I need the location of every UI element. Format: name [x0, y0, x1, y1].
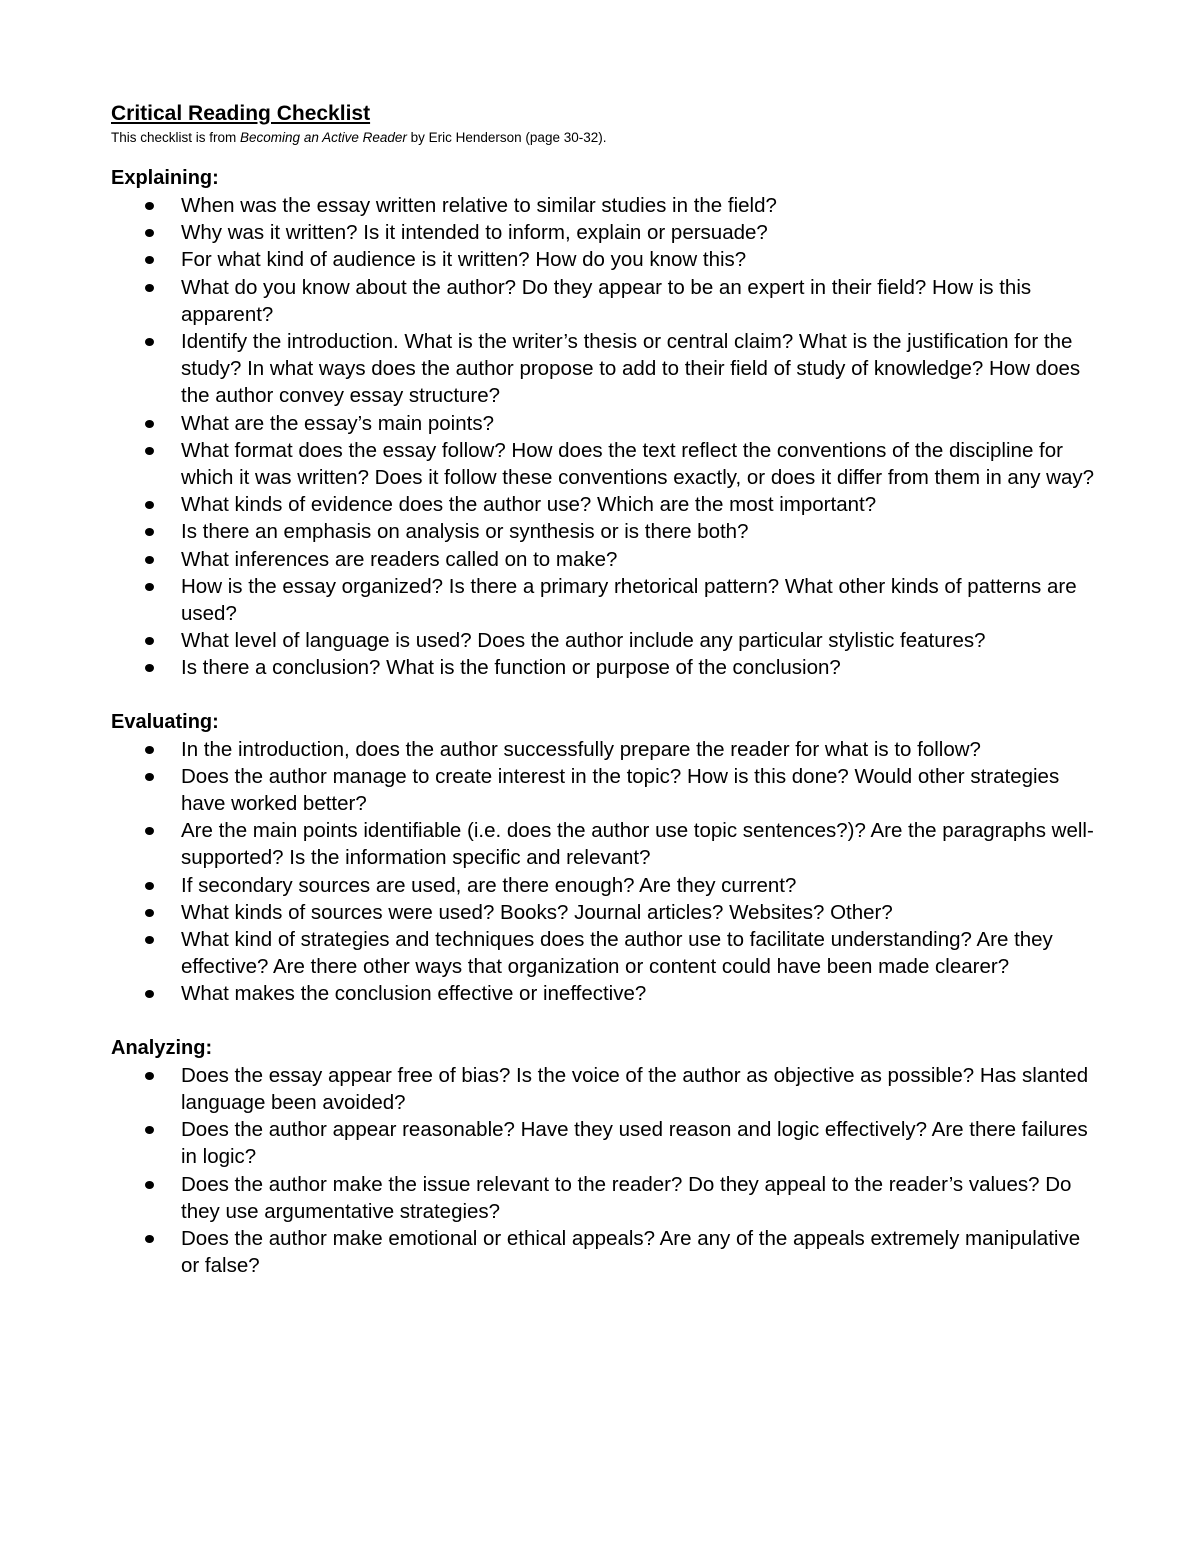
checklist-item [111, 736, 1096, 763]
checklist [111, 1062, 1096, 1280]
checklist-item-text: Are the main points identifiable (i.e. does the author use topic sentences?)? Are the paragraphs well-supported? Is the information specific and relevant? [181, 819, 1094, 870]
source-prefix: This checklist is from [111, 130, 241, 145]
section-evaluating [111, 709, 1096, 1008]
checklist-item [111, 546, 1096, 573]
checklist-item-text: Is there a conclusion? What is the function or purpose of the conclusion? [181, 656, 841, 680]
bullet-icon [145, 773, 154, 781]
checklist-item [111, 872, 1096, 899]
bullet-icon [145, 637, 154, 645]
checklist-item [111, 899, 1096, 926]
bullet-icon [145, 583, 154, 591]
bullet-icon [145, 420, 154, 428]
checklist-item-text: If secondary sources are used, are there enough? Are they current? [181, 873, 797, 897]
checklist-item [111, 926, 1096, 980]
document-page [111, 101, 1096, 1279]
checklist-item-text: When was the essay written relative to similar studies in the field? [181, 194, 777, 217]
checklist-item-text: Does the author appear reasonable? Have they used reason and logic effectively? Are there failures in logic? [181, 1118, 1088, 1169]
checklist-item-text: In the introduction, does the author successfully prepare the reader for what is to follow? [181, 737, 981, 761]
checklist-item-text: What kind of strategies and techniques does the author use to facilitate understanding? Are they effective? Are there other ways that organization or content could have been made clearer? [181, 928, 1053, 979]
checklist-item [111, 654, 1096, 681]
checklist-item-text: Does the essay appear free of bias? Is the voice of the author as objective as possible? Has slanted language been avoided? [181, 1063, 1089, 1114]
section-heading: Analyzing: [111, 1036, 213, 1059]
checklist-item-text: What do you know about the author? Do they appear to be an expert in their field? How is this apparent? [181, 275, 1032, 326]
source-note [111, 129, 1096, 147]
checklist-item [111, 1171, 1096, 1225]
checklist-item-text: How is the essay organized? Is there a primary rhetorical pattern? What other kinds of patterns are used? [181, 574, 1077, 626]
bullet-icon [145, 338, 154, 346]
checklist-item [111, 274, 1096, 328]
checklist-item [111, 192, 1096, 219]
bullet-icon [145, 936, 154, 944]
checklist-item-text: What kinds of evidence does the author use? Which are the most important? [181, 493, 877, 517]
bullet-icon [145, 1072, 154, 1080]
checklist-item-text: What level of language is used? Does the author include any particular stylistic features? [181, 629, 986, 653]
checklist-item [111, 328, 1096, 410]
checklist-item [111, 1062, 1096, 1116]
checklist-item-text: What are the essay’s main points? [181, 411, 494, 435]
checklist [111, 736, 1096, 1008]
checklist-item [111, 1225, 1096, 1279]
checklist-item-text: What inferences are readers called on to make? [181, 547, 618, 571]
checklist-item [111, 763, 1096, 817]
bullet-icon [145, 746, 154, 754]
checklist-item [111, 437, 1096, 491]
bullet-icon [145, 256, 154, 264]
bullet-icon [145, 1126, 154, 1134]
bullet-icon [145, 1181, 154, 1189]
checklist-item-text: What makes the conclusion effective or ineffective? [181, 982, 647, 1006]
section-heading: Evaluating: [111, 710, 219, 733]
checklist [111, 192, 1096, 682]
bullet-icon [145, 909, 154, 917]
bullet-icon [145, 202, 154, 210]
bullet-icon [145, 501, 154, 509]
checklist-item [111, 246, 1096, 273]
bullet-icon [145, 882, 154, 890]
bullet-icon [145, 1235, 154, 1243]
checklist-item [111, 410, 1096, 437]
checklist-item-text: For what kind of audience is it written? How do you know this? [181, 248, 747, 272]
bullet-icon [145, 528, 154, 536]
bullet-icon [145, 990, 154, 998]
checklist-item [111, 1116, 1096, 1170]
checklist-item [111, 627, 1096, 654]
page-title: Critical Reading Checklist [111, 102, 371, 125]
bullet-icon [145, 447, 154, 455]
bullet-icon [145, 556, 154, 564]
checklist-item [111, 573, 1096, 627]
checklist-item-text: Why was it written? Is it intended to inform, explain or persuade? [181, 221, 768, 245]
section-analyzing [111, 1035, 1096, 1280]
bullet-icon [145, 664, 154, 672]
section-heading: Explaining: [111, 167, 219, 189]
checklist-item [111, 219, 1096, 246]
checklist-item-text: Is there an emphasis on analysis or synthesis or is there both? [181, 520, 749, 544]
checklist-item [111, 980, 1096, 1007]
checklist-item [111, 518, 1096, 545]
checklist-item-text: Does the author manage to create interest in the topic? How is this done? Would other strategies have worked better? [181, 764, 1060, 816]
checklist-item-text: Identify the introduction. What is the writer’s thesis or central claim? What is the justification for the study? In what ways does the author propose to add to their field of study of knowledge? How does the author convey essay structure? [181, 330, 1081, 408]
bullet-icon [145, 827, 154, 835]
bullet-icon [145, 229, 154, 237]
checklist-item-text: Does the author make emotional or ethical appeals? Are any of the appeals extremely manipulative or false? [181, 1226, 1081, 1278]
section-explaining [111, 165, 1096, 682]
checklist-item-text: Does the author make the issue relevant to the reader? Do they appeal to the reader’s values? Do they use argumentative strategies? [181, 1172, 1072, 1223]
checklist-item [111, 491, 1096, 518]
checklist-item-text: What kinds of sources were used? Books? Journal articles? Websites? Other? [181, 900, 893, 924]
source-book-title: Becoming an Active Reader [240, 130, 407, 145]
source-suffix: by Eric Henderson (page 30-32). [406, 130, 607, 145]
bullet-icon [145, 284, 154, 292]
checklist-item [111, 817, 1096, 871]
checklist-item-text: What format does the essay follow? How does the text reflect the conventions of the discipline for which it was written? Does it follow these conventions exactly, or does it differ from them in any way? [181, 438, 1095, 490]
